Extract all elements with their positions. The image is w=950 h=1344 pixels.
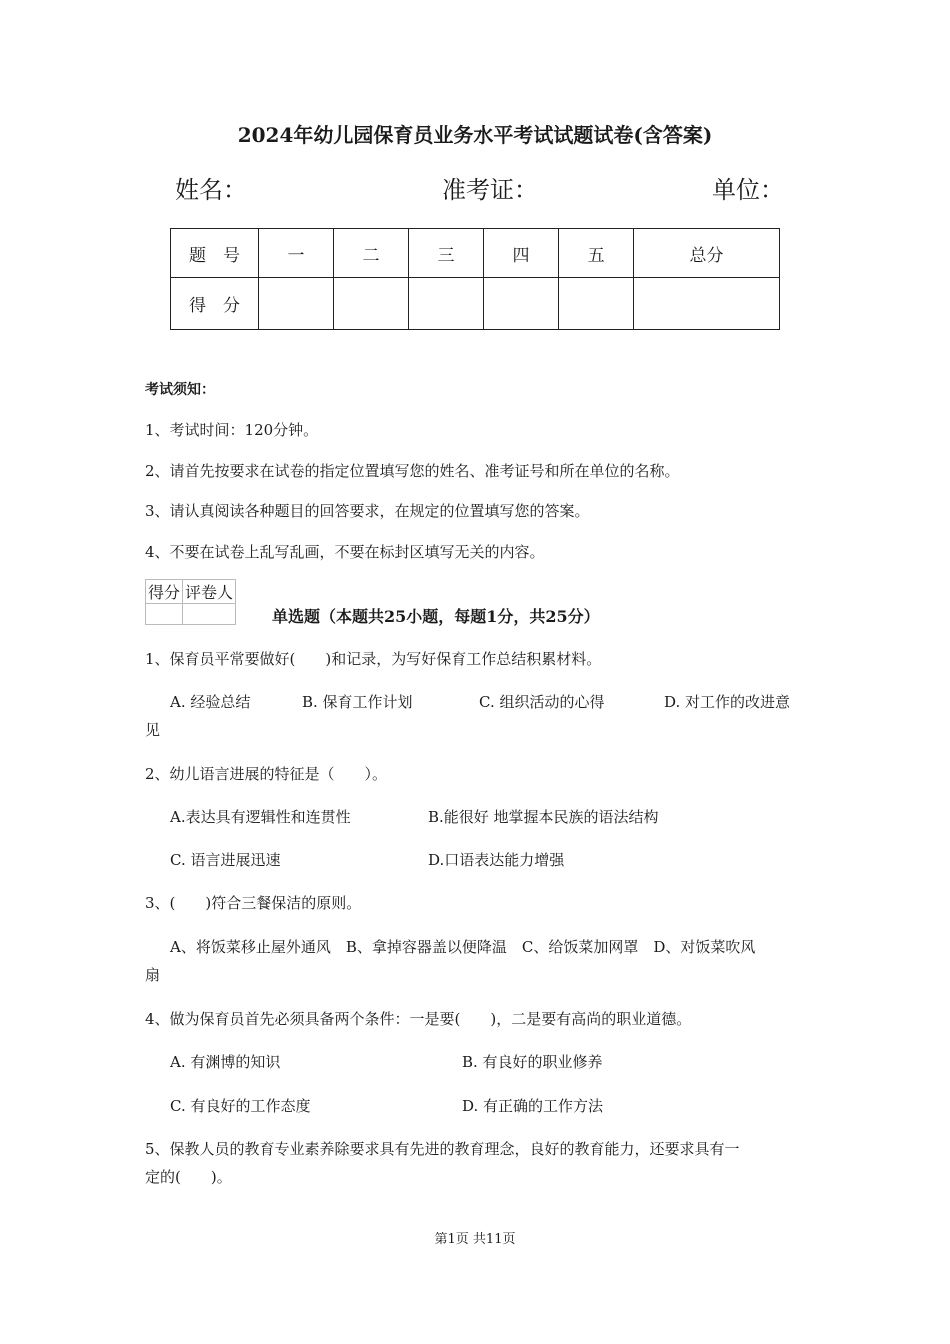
question-4-option-c: C. 有良好的工作态度 xyxy=(170,1097,311,1115)
score-header-total: 总分 xyxy=(634,229,780,278)
question-3-options-wrap: 扇 xyxy=(145,966,161,984)
score-entry-cell[interactable] xyxy=(634,278,780,330)
question-3-options: A、将饭菜移止屋外通风 B、拿掉容器盖以便降温 C、给饭菜加网罩 D、对饭菜吹风 xyxy=(170,938,756,956)
question-1-option-d: D. 对工作的改进意 xyxy=(664,693,791,711)
score-header-cell: 二 xyxy=(334,229,409,278)
question-2-option-d: D.口语表达能力增强 xyxy=(428,851,565,869)
question-4-option-a: A. 有渊博的知识 xyxy=(170,1053,281,1071)
score-row-label: 得 分 xyxy=(171,278,259,330)
name-field-label: 姓名： xyxy=(175,176,247,204)
score-table xyxy=(170,228,780,330)
question-1-stem: 1、保育员平常要做好( )和记录，为写好保育工作总结积累材料。 xyxy=(145,650,602,668)
section-title: 单选题（本题共25小题，每题1分，共25分） xyxy=(272,607,600,626)
score-table-score-row xyxy=(171,278,780,330)
question-3-stem: 3、( )符合三餐保洁的原则。 xyxy=(145,894,362,912)
score-entry-cell[interactable] xyxy=(334,278,409,330)
grader-box-grader-label: 评卷人 xyxy=(183,580,236,604)
score-header-cell: 五 xyxy=(559,229,634,278)
score-entry-cell[interactable] xyxy=(259,278,334,330)
exam-id-field-label: 准考证： xyxy=(442,176,538,204)
question-2-option-a: A.表达具有逻辑性和连贯性 xyxy=(170,808,351,826)
score-entry-cell[interactable] xyxy=(409,278,484,330)
note-item: 4、不要在试卷上乱写乱画，不要在标封区填写无关的内容。 xyxy=(145,543,545,561)
grader-box-score-entry[interactable] xyxy=(146,604,183,625)
question-2-stem: 2、幼儿语言进展的特征是（ ）。 xyxy=(145,765,388,783)
score-table-header-row xyxy=(171,229,780,278)
question-5-stem: 5、保教人员的教育专业素养除要求具有先进的教育理念，良好的教育能力，还要求具有一 xyxy=(145,1140,740,1158)
question-4-stem: 4、做为保育员首先必须具备两个条件：一是要( )，二是要有高尚的职业道德。 xyxy=(145,1010,692,1028)
score-entry-cell[interactable] xyxy=(484,278,559,330)
question-4-option-b: B. 有良好的职业修养 xyxy=(462,1053,603,1071)
question-1-option-d-wrap: 见 xyxy=(145,721,161,739)
question-2-option-b: B.能很好 地掌握本民族的语法结构 xyxy=(428,808,659,826)
question-5-stem-wrap: 定的( )。 xyxy=(145,1168,232,1186)
unit-field-label: 单位： xyxy=(712,176,784,204)
question-1-option-c: C. 组织活动的心得 xyxy=(479,693,605,711)
question-2-option-c: C. 语言进展迅速 xyxy=(170,851,281,869)
grader-box xyxy=(145,579,236,625)
note-item: 3、请认真阅读各种题目的回答要求，在规定的位置填写您的答案。 xyxy=(145,502,590,520)
grader-box-grader-entry[interactable] xyxy=(183,604,236,625)
page-footer: 第1页 共11页 xyxy=(434,1232,516,1247)
question-4-option-d: D. 有正确的工作方法 xyxy=(462,1097,604,1115)
note-item: 2、请首先按要求在试卷的指定位置填写您的姓名、准考证号和所在单位的名称。 xyxy=(145,462,680,480)
score-header-cell: 四 xyxy=(484,229,559,278)
grader-box-score-label: 得分 xyxy=(146,580,183,604)
note-item: 1、考试时间：120分钟。 xyxy=(145,421,319,439)
score-entry-cell[interactable] xyxy=(559,278,634,330)
question-1-option-b: B. 保育工作计划 xyxy=(302,693,413,711)
score-header-cell: 一 xyxy=(259,229,334,278)
notes-heading: 考试须知： xyxy=(145,382,215,398)
score-header-label: 题 号 xyxy=(171,229,259,278)
score-header-cell: 三 xyxy=(409,229,484,278)
question-1-option-a: A. 经验总结 xyxy=(170,693,251,711)
page-title: 2024年幼儿园保育员业务水平考试试题试卷(含答案) xyxy=(237,123,713,147)
